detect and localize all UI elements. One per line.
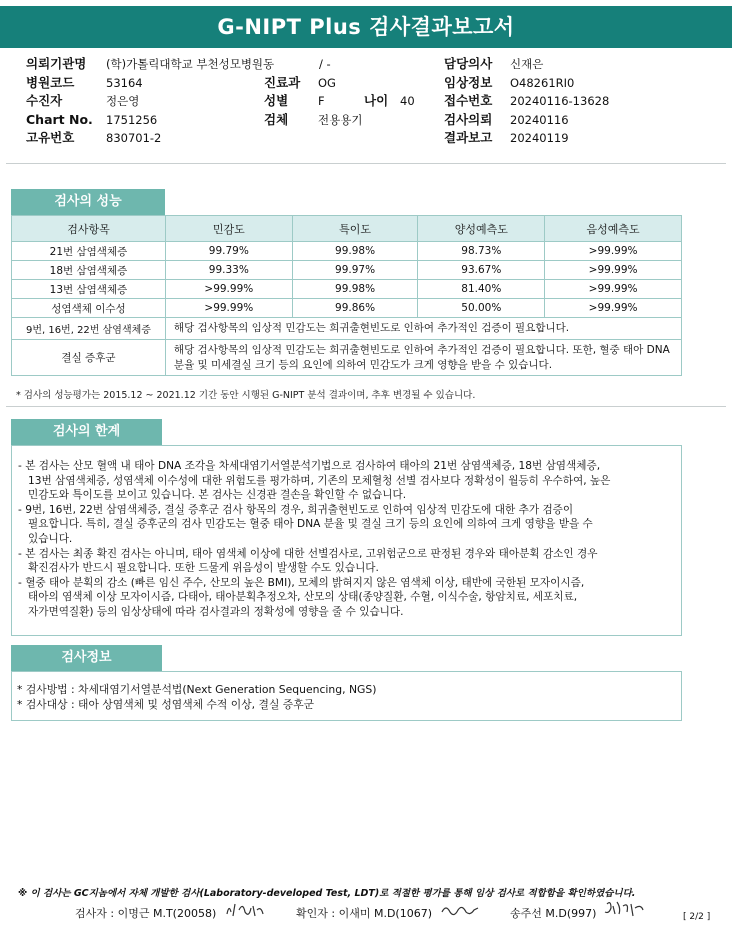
table-row [12,261,682,280]
specimen-label: 검체 [264,111,289,127]
npv-cell: >99.99% [545,242,682,261]
clinical-info-value: O48261RI0 [510,75,575,90]
reporter-signature [603,898,647,920]
item-cell: 18번 삼염색체증 [12,261,166,280]
institution-extra: / - [319,57,331,71]
limitation-line: - 본 검사는 최종 확진 검사는 아니며, 태아 염색체 이상에 대한 선별검사로, 고위험군으로 판정된 경우와 태아분획 감소인 경우 [18,547,598,560]
ldt-notice: ※ 이 검사는 GC지놈에서 자체 개발한 검사(Laboratory-developed Test, LDT)로 적절한 평가를 통해 임상 검사로 적합함을 확인하였습니다. [18,888,636,899]
column-header: 민감도 [165,216,292,242]
test-target: * 검사대상 : 태아 상염색체 및 성염색체 수적 이상, 결실 증후군 [17,698,315,711]
table-note-row [12,340,682,376]
institution-label: 의뢰기관명 [26,56,87,71]
performance-table [11,215,682,376]
receipt-no-value: 20240116-13628 [510,94,610,108]
limitation-line: 필요합니다. 특히, 결실 증후군의 검사 민감도는 혈중 태아 DNA 분율 및 결실 크기 등의 요인에 의하여 크게 영향을 받을 수 [28,518,593,531]
column-header: 양성예측도 [418,216,545,242]
age-label: 나이 [364,93,389,108]
department-label: 진료과 [264,74,301,90]
item-cell: 9번, 16번, 22번 삼염색체증 [12,318,166,340]
sensitivity-cell: >99.99% [165,299,292,318]
note-cell: 해당 검사항목의 임상적 민감도는 희귀출현빈도로 인하여 추가적인 검증이 필요합니다. [165,318,681,340]
sensitivity-cell: 99.33% [165,261,292,280]
result-report-value: 20240119 [510,131,569,145]
table-row [12,299,682,318]
ppv-cell: 81.40% [418,280,545,299]
specificity-cell: 99.98% [292,280,418,299]
physician-label: 담당의사 [444,56,493,71]
column-header: 검사항목 [12,216,166,242]
limitation-line: 민감도와 특이도를 보이고 있습니다. 본 검사는 신경관 결손을 확인할 수 없습니다. [28,489,407,502]
report-title: G-NIPT Plus 검사결과보고서 [0,6,732,48]
ppv-cell: 50.00% [418,299,545,318]
institution-value: (학)가톨릭대학교 부천성모병원동 [106,57,275,71]
test-request-value: 20240116 [510,112,569,127]
examiner: 검사자 : 이명근 M.T(20058) [75,907,217,920]
unique-no-value: 830701-2 [106,131,162,145]
ppv-cell: 98.73% [418,242,545,261]
confirmer: 확인자 : 이새미 M.D(1067) [296,907,432,920]
npv-cell: >99.99% [545,280,682,299]
specificity-cell: 99.97% [292,261,418,280]
examinee-label: 수진자 [26,93,63,108]
test-method: * 검사방법 : 차세대염기서열분석법(Next Generation Sequencing, NGS) [17,683,377,696]
unique-no-label: 고유번호 [26,130,75,145]
limitation-line: 있습니다. [28,532,73,545]
item-cell: 13번 삼염색체증 [12,280,166,299]
limitation-line: 13번 삼염색체증, 성염색체 이수성에 대한 위험도를 평가하며, 기존의 모체혈청 선별 검사보다 정확성이 월등히 우수하여, 높은 [28,474,611,487]
column-header: 음성예측도 [545,216,682,242]
chart-no-label: Chart No. [26,111,93,127]
performance-footnote: * 검사의 성능평가는 2015.12 ~ 2021.12 기간 동안 시행된 G-NIPT 분석 결과이며, 추후 변경될 수 있습니다. [16,390,476,401]
table-row [12,242,682,261]
npv-cell: >99.99% [545,299,682,318]
specificity-cell: 99.98% [292,242,418,261]
age-value: 40 [400,94,415,108]
limitations-box [11,445,682,636]
sensitivity-cell: 99.79% [165,242,292,261]
patient-info [26,55,726,148]
column-header: 특이도 [292,216,418,242]
specificity-cell: 99.86% [292,299,418,318]
sex-label: 성별 [264,93,289,108]
note-cell: 해당 검사항목의 임상적 민감도는 희귀출현빈도로 인하여 추가적인 검증이 필요합니다. 또한, 혈중 태아 DNA 분율 및 미세결실 크기 등의 요인에 의하여 민감도가 크게 영향을 받을 수 있습니다. [165,340,681,376]
header-divider [6,163,726,164]
sex-value: F [318,94,325,108]
item-cell: 21번 삼염색체증 [12,242,166,261]
performance-header-row [12,216,682,242]
test-info-section-title: 검사정보 [11,645,162,671]
page-number: [ 2/2 ] [683,912,711,922]
hospital-code-label: 병원코드 [26,74,75,90]
npv-cell: >99.99% [545,261,682,280]
receipt-no-label: 접수번호 [444,93,493,108]
reporter: 송주선 M.D(997) [510,907,597,920]
limitation-line: 확진검사가 반드시 필요합니다. 또한 드물게 위음성이 발생할 수도 있습니다. [28,562,379,575]
limitation-line: 태아의 염색체 이상 모자이시즘, 다태아, 태아분획추정오차, 산모의 상태(종양질환, 수혈, 이식수술, 항암치료, 세포치료, [28,591,578,604]
result-report-label: 결과보고 [444,130,493,145]
test-info-box [11,671,682,721]
performance-section-title: 검사의 성능 [11,189,165,215]
sensitivity-cell: >99.99% [165,280,292,299]
item-cell: 성염색체 이수성 [12,299,166,318]
table-row [12,280,682,299]
chart-no-value: 1751256 [106,112,158,127]
item-cell: 결실 증후군 [12,340,166,376]
limitation-line: 자가면역질환) 등의 임상상태에 따라 검사결과의 정확성에 영향을 줄 수 있습니다. [28,605,404,618]
ppv-cell: 93.67% [418,261,545,280]
specimen-value: 전용용기 [318,112,363,127]
limitation-line: - 9번, 16번, 22번 삼염색체증, 결실 증후군 검사 항목의 경우, 희귀출현빈도로 인하여 임상적 민감도에 대한 추가 검증이 [18,503,574,516]
hospital-code-value: 53164 [106,75,143,90]
limitation-line: - 본 검사는 산모 혈액 내 태아 DNA 조각을 차세대염기서열분석기법으로 검사하여 태아의 21번 삼염색체증, 18번 삼염색체증, [18,460,601,472]
test-request-label: 검사의뢰 [444,111,493,127]
table-note-row [12,318,682,340]
examiner-signature [223,900,267,920]
examinee-value: 정은영 [106,94,140,108]
clinical-info-label: 임상정보 [444,74,493,90]
department-value: OG [318,75,336,90]
limitation-line: - 혈중 태아 분획의 감소 (빠른 임신 주수, 산모의 높은 BMI), 모체의 밝혀지지 않은 염색체 이상, 태반에 국한된 모자이시즘, [18,576,585,589]
confirmer-signature [440,902,480,918]
section-divider [6,406,726,407]
limitations-section-title: 검사의 한계 [11,419,162,445]
physician-value: 신재은 [510,57,544,71]
